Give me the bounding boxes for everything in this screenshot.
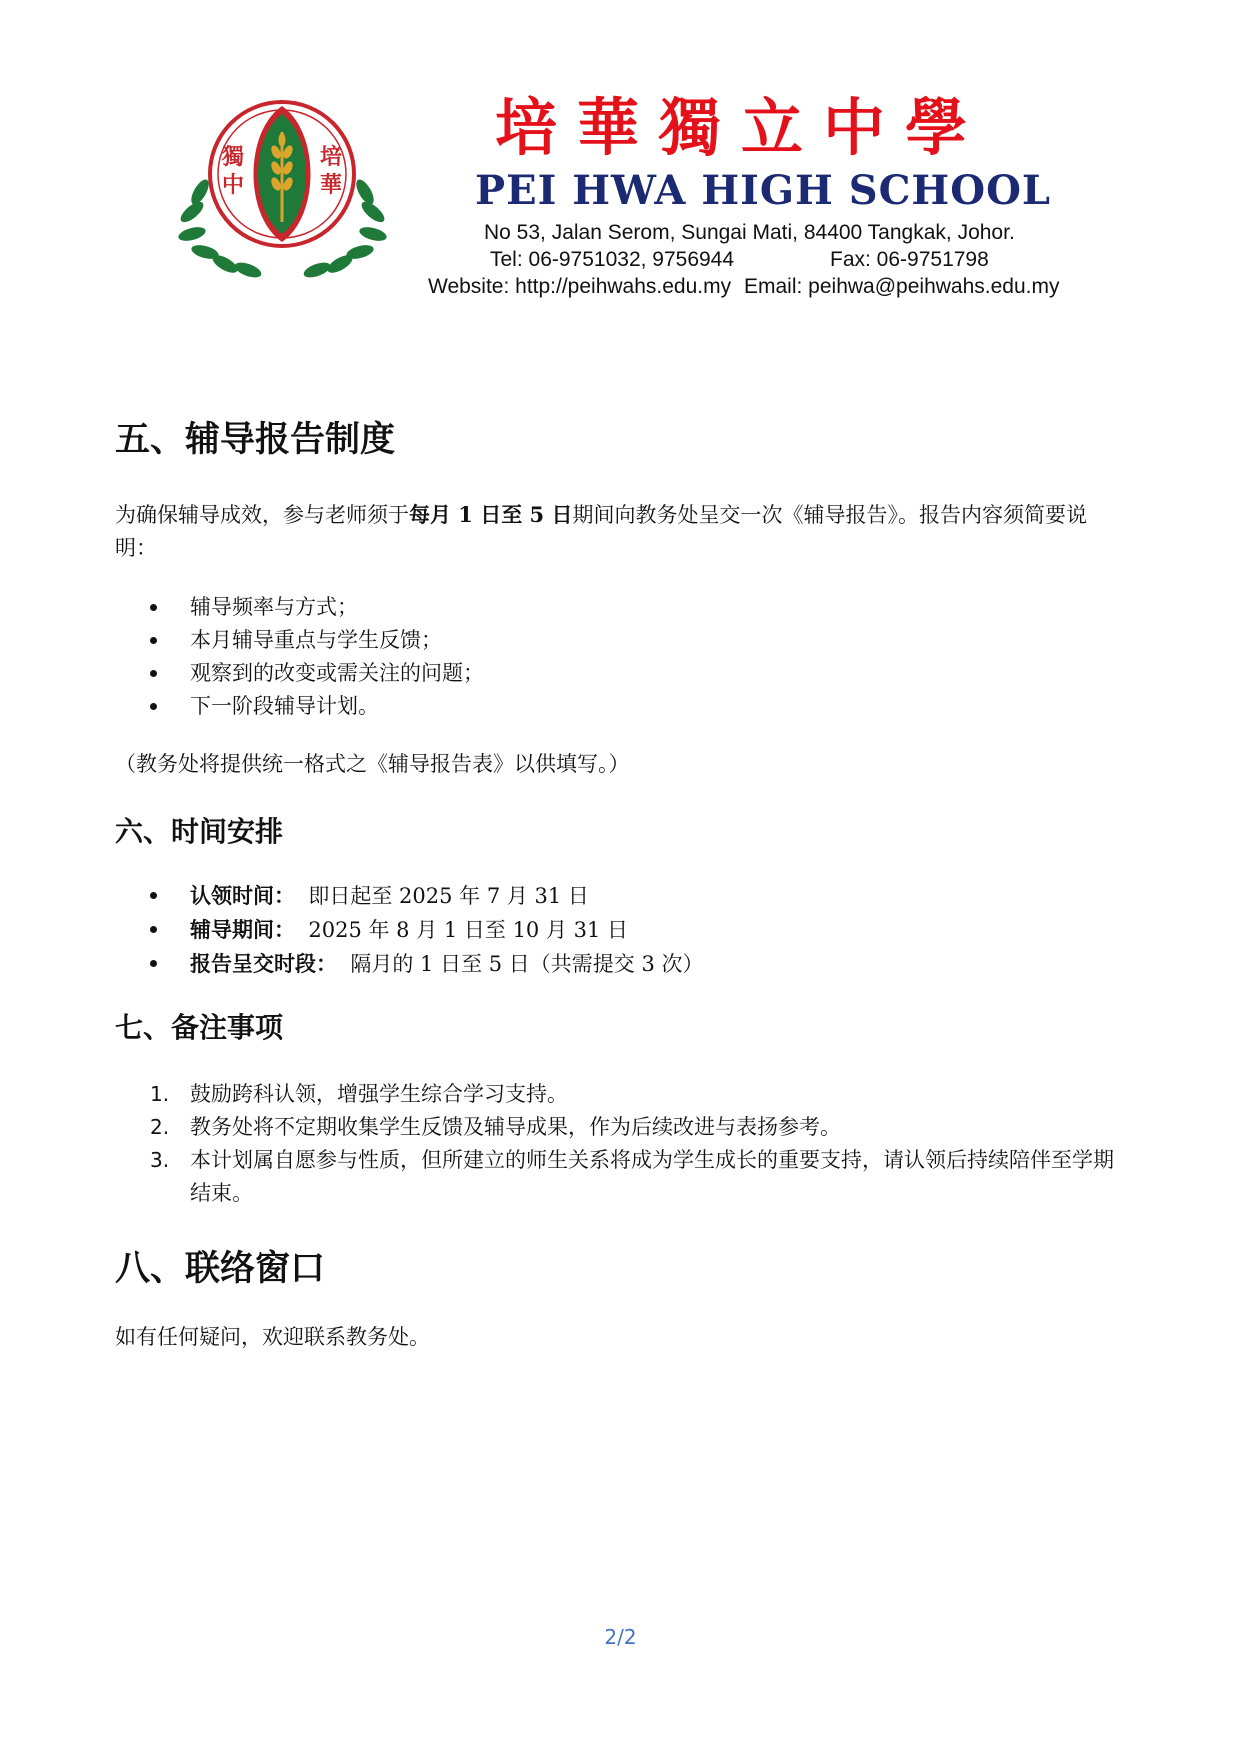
- school-name-chinese: 培華獨立中學: [495, 91, 988, 164]
- section-5-note: （教务处将提供统一格式之《辅导报告表》以供填写。）: [115, 752, 630, 776]
- logo-text-left-bottom: 中: [221, 172, 245, 198]
- logo-text-right-top: 培: [319, 144, 343, 170]
- list-item: [115, 913, 1125, 947]
- school-logo: [170, 92, 395, 282]
- school-email: Email: peihwa@peihwahs.edu.my: [744, 275, 1060, 298]
- school-name-english: PEI HWA HIGH SCHOOL: [475, 167, 1052, 214]
- list-item: [115, 947, 1125, 981]
- bullet-icon: [150, 960, 157, 967]
- list-number: 1.: [150, 1082, 170, 1106]
- page-number: 2/2: [604, 1625, 637, 1649]
- intro-text-bold: 每月 1 日至 5 日: [409, 502, 573, 527]
- schedule-value: 即日起至 2025 年 7 月 31 日: [308, 884, 589, 908]
- logo-text-right-bottom: 華: [319, 172, 343, 198]
- list-item-text: 下一阶段辅导计划。: [190, 694, 379, 718]
- section-6-list: [115, 879, 1125, 981]
- list-item: [115, 690, 1125, 723]
- school-website: Website: http://peihwahs.edu.my: [428, 275, 732, 298]
- list-item-text: 本计划属自愿参与性质，但所建立的师生关系将成为学生成长的重要支持，请认领后持续陪伴至学期结束。: [190, 1148, 1114, 1205]
- list-item-text: 观察到的改变或需关注的问题；: [190, 661, 484, 685]
- list-number: 3.: [150, 1148, 170, 1172]
- schedule-value: 2025 年 8 月 1 日至 10 月 31 日: [308, 918, 629, 942]
- intro-text-after: 期间向教务处呈交一次《辅导报告》。报告内容须简要说明：: [115, 503, 1087, 560]
- letterhead: [170, 92, 1070, 302]
- school-fax: Fax: 06-9751798: [830, 248, 989, 271]
- list-item-text: 本月辅导重点与学生反馈；: [190, 628, 442, 652]
- section-5-title: 五、辅导报告制度: [115, 419, 396, 460]
- intro-text-before: 为确保辅导成效，参与老师须于: [115, 503, 409, 527]
- section-8-text: 如有任何疑问，欢迎联系教务处。: [115, 1325, 430, 1349]
- section-5-list: [115, 591, 1125, 723]
- bullet-icon: [150, 703, 157, 710]
- bullet-icon: [150, 926, 157, 933]
- schedule-label: 辅导期间：: [190, 917, 295, 942]
- bullet-icon: [150, 604, 157, 611]
- list-item: [115, 1144, 1125, 1210]
- schedule-value: 隔月的 1 日至 5 日（共需提交 3 次）: [350, 952, 704, 976]
- schedule-label: 报告呈交时段：: [190, 951, 337, 976]
- schedule-label: 认领时间：: [190, 883, 295, 908]
- bullet-icon: [150, 892, 157, 899]
- list-item-text: 辅导频率与方式；: [190, 595, 358, 619]
- list-number: 2.: [150, 1115, 170, 1139]
- bullet-icon: [150, 637, 157, 644]
- list-item-text: 鼓励跨科认领，增强学生综合学习支持。: [190, 1082, 568, 1106]
- list-item: [115, 879, 1125, 913]
- bullet-icon: [150, 670, 157, 677]
- list-item: [115, 624, 1125, 657]
- list-item: [115, 1111, 1125, 1144]
- list-item: [115, 591, 1125, 624]
- section-7-title: 七、备注事项: [115, 1011, 284, 1044]
- section-5-intro: [115, 498, 1125, 565]
- list-item-text: 教务处将不定期收集学生反馈及辅导成果，作为后续改进与表扬参考。: [190, 1115, 841, 1139]
- section-7-list: [115, 1078, 1125, 1210]
- section-8-title: 八、联络窗口: [115, 1248, 326, 1289]
- list-item: [115, 657, 1125, 690]
- section-6-title: 六、时间安排: [115, 815, 284, 848]
- school-address: No 53, Jalan Serom, Sungai Mati, 84400 Tangkak, Johor.: [484, 221, 1015, 244]
- logo-text-left-top: 獨: [221, 144, 245, 170]
- list-item: [115, 1078, 1125, 1111]
- school-tel: Tel: 06-9751032, 9756944: [490, 248, 735, 271]
